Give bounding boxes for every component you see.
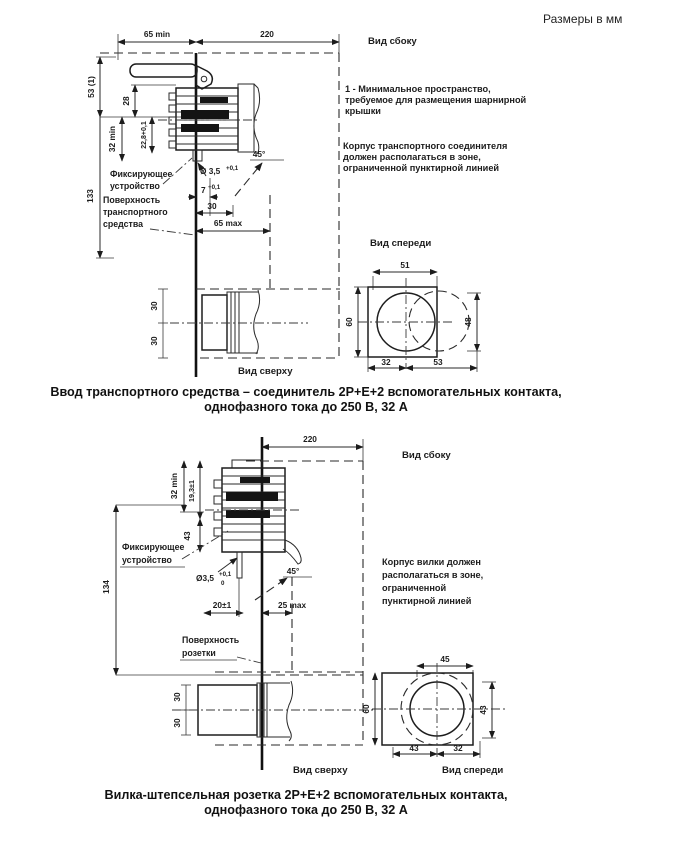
dim-193: 19,3±1 [187,480,196,502]
vehicle-surface-label: Поверхность [103,195,161,205]
dim-220: 220 [260,29,274,39]
note1-line3: крышки [345,106,381,116]
dim-43r: 43 [478,705,488,715]
dim-angle-45: 45° [252,149,266,159]
view-top-label: Вид сверху [238,366,293,377]
drawing-stroke [237,657,261,663]
view-side-label: Вид сбоку [368,36,417,47]
dim-134: 134 [101,580,111,594]
dim-topview-30b: 30 [172,718,182,728]
lid-swing-zone [409,291,469,351]
dim-228: 22,8+0,1 [141,121,148,149]
caption-line: однофазного тока до 250 В, 32 А [204,803,408,817]
dim-43: 43 [182,531,192,541]
dim-220: 220 [303,434,317,444]
dim-dia-tol-low: 0 [221,580,225,587]
caption-line: Вилка-штепсельная розетка 2P+E+2 вспомогательных контакта, [104,788,508,802]
dim-30: 30 [207,201,217,211]
drawing-stroke [169,105,176,112]
dim-60: 60 [344,317,354,327]
drawing-stroke [287,681,293,741]
drawing-stroke [181,110,229,119]
caption-line: Ввод транспортного средства – соединитель 2P+E+2 вспомогательных контакта, [50,385,562,399]
fixing-device-label: Фиксирующее [110,169,173,179]
fixing-device-pin [237,552,242,578]
dim-20: 20±1 [212,600,232,610]
vehicle-inlet-diagram [0,0,679,383]
dim-32min: 32 min [169,472,179,500]
plug-socket-diagram [0,425,679,785]
drawing-stroke [226,492,278,501]
top-diagram-caption [8,385,604,415]
dim-32: 32 [453,743,463,753]
dim-dia-tol-up: +0,1 [219,571,232,578]
reference-lines [100,34,339,377]
drawing-stroke [214,496,222,504]
dim-53: 53 (1) [86,76,96,98]
side-notes [343,36,527,173]
view-top-label: Вид сверху [293,765,348,776]
front-view [361,654,505,776]
drawing-stroke [150,229,195,235]
drawing-stroke [227,292,239,353]
drawing-stroke [255,578,287,600]
drawing-stroke [169,141,176,148]
callouts [120,531,261,663]
fixing-device-label2: устройство [122,555,172,565]
dim-dia: Ø 3,5 [200,166,221,176]
view-side-label: Вид сбоку [402,450,451,461]
dim-7: 7 [201,185,206,195]
drawing-stroke [226,510,270,518]
mounting-flange [238,84,254,152]
dim-topview-30a: 30 [149,301,159,311]
drawing-stroke [169,129,176,136]
front-view [344,238,481,372]
top-view [149,289,340,377]
note-line1: Корпус вилки должен [382,557,481,567]
left-dimensions [169,461,204,552]
drawing-stroke [169,93,176,100]
note-line3: ограниченной [382,583,447,593]
bottom-diagram-caption [8,788,604,818]
view-front-label: Вид спереди [370,238,432,249]
drawing-stroke [254,84,258,88]
dim-133: 133 [85,189,95,203]
note1-line2: требуемое для размещения шарнирной [345,95,527,105]
dim-53b: 53 [433,357,443,367]
dim-60: 60 [361,704,371,714]
top-view [172,672,375,776]
note2-line3: ограниченной пунктирной линией [343,163,500,173]
vehicle-surface-label3: средства [103,219,144,229]
drawing-stroke [214,528,222,536]
drawing-stroke [254,88,260,154]
reference-lines [116,437,363,770]
callouts [103,158,195,235]
dim-7-tol: +0,1 [208,184,221,191]
drawing-stroke [214,512,222,520]
dim-topview-30b: 30 [149,336,159,346]
dim-28: 28 [121,96,131,106]
note-line2: располагаться в зоне, [382,570,484,580]
note1-line1: 1 - Минимальное пространство, [345,84,491,94]
dim-32min: 32 min [107,125,117,153]
drawing-stroke [201,76,207,82]
side-notes [382,450,483,606]
fixing-device-label: Фиксирующее [122,542,185,552]
drawing-stroke [181,124,219,132]
dim-43b: 43 [409,743,419,753]
dim-45: 45 [440,654,450,664]
caption-line: однофазного тока до 250 В, 32 А [204,400,408,414]
drawing-stroke [169,117,176,124]
note-line4: пунктирной линией [382,596,472,606]
dim-48: 48 [463,317,473,327]
dim-65max: 65 max [213,218,243,228]
dim-51: 51 [400,260,410,270]
dim-65min: 65 min [143,29,171,39]
socket-surface-label2: розетки [182,648,216,658]
socket-surface-label: Поверхность [182,635,240,645]
note2-line1: Корпус транспортного соединителя [343,141,508,151]
dim-angle-45: 45° [286,566,300,576]
inlet-topview-body [202,295,227,350]
units-note: Размеры в мм [543,12,623,26]
dim-dia: Ø3,5 [196,573,214,583]
fixing-device-label2: устройство [110,181,160,191]
vehicle-surface-label2: транспортного [103,207,168,217]
detail-dimensions [188,149,284,290]
note2-line2: должен располагаться в зоне, [343,152,481,162]
hinge-latch [196,66,212,89]
dim-dia-tol: +0,1 [226,165,239,172]
hinged-lid-handle [130,64,197,77]
drawing-stroke [235,163,262,196]
drawing-stroke [254,290,260,354]
drawing-stroke [218,558,237,572]
drawing-stroke [200,97,228,103]
drawing-stroke [240,477,270,483]
top-dimensions [118,29,339,42]
drawing-stroke [214,480,222,488]
view-front-label: Вид спереди [442,765,504,776]
fixing-device-screw [193,150,202,161]
plug-drawing [205,460,301,578]
dim-32: 32 [381,357,391,367]
dim-25max: 25 max [278,600,307,610]
dim-topview-30a: 30 [172,692,182,702]
